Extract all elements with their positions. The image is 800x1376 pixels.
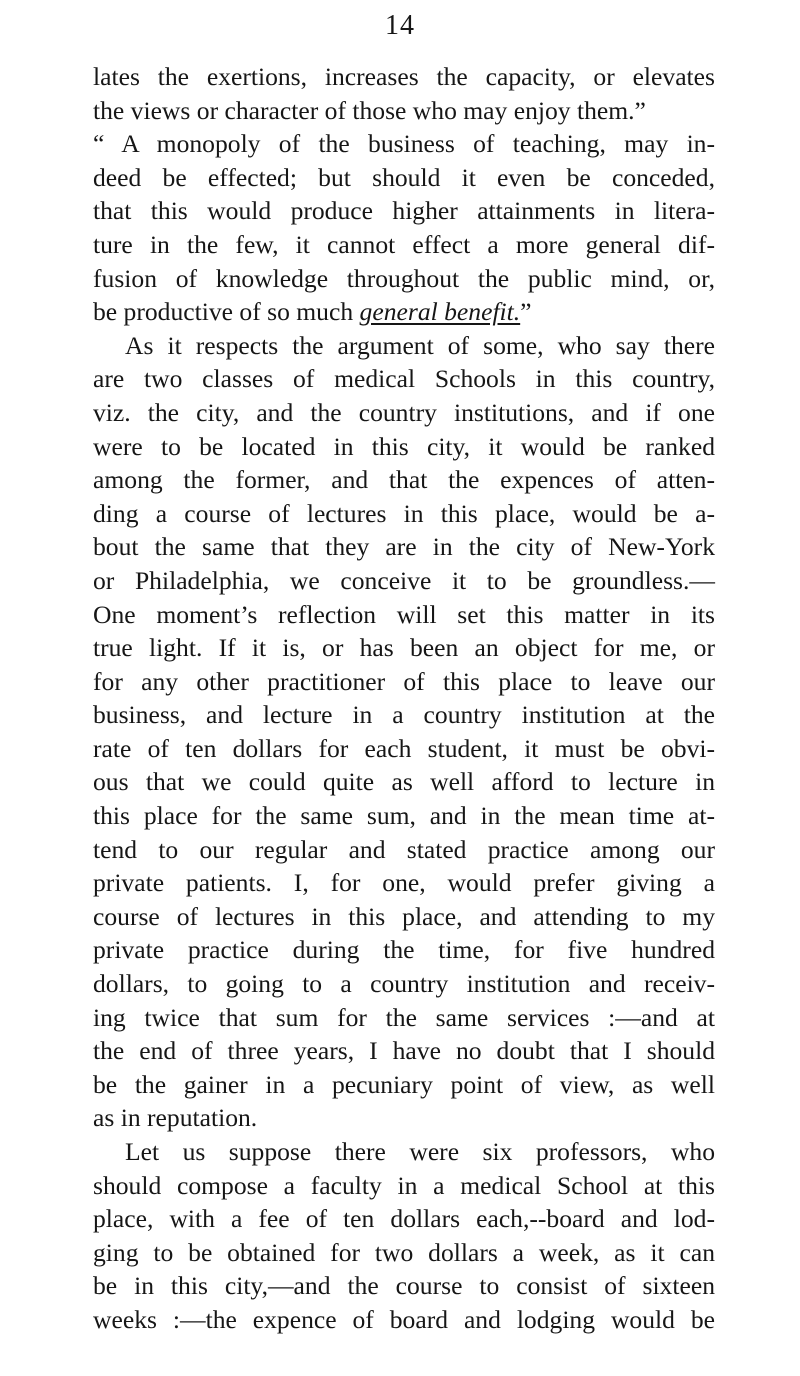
- text-line-content: ture in the few, it cannot effect a more general dif-: [93, 229, 715, 259]
- text-line: [93, 127, 715, 161]
- text-line: [93, 161, 715, 195]
- text-line: [93, 396, 715, 430]
- text-line-content: One moment’s reflection will set this matter in its: [93, 599, 715, 629]
- text-line-content: deed be effected; but should it even be conceded,: [93, 162, 715, 192]
- text-line-content: weeks :—the expence of board and lodging would be: [93, 1304, 715, 1334]
- text-line: [93, 732, 715, 766]
- text-line-content: as in reputation.: [93, 1103, 258, 1133]
- text-line: [93, 1269, 715, 1303]
- text-line-content: bout the same that they are in the city of New-York: [93, 532, 715, 562]
- text-line: [93, 530, 715, 564]
- text-line-content: were to be located in this city, it would be ranked: [93, 431, 715, 461]
- text-line: [93, 228, 715, 262]
- text-line: [93, 1135, 715, 1169]
- text-line: [93, 1068, 715, 1102]
- text-line: [93, 799, 715, 833]
- text-line-content: the views or character of those who may enjoy them.”: [93, 95, 646, 125]
- text-line: [93, 430, 715, 464]
- text-line: [93, 933, 715, 967]
- text-line: [93, 262, 715, 296]
- text-line: [93, 1236, 715, 1270]
- text-line-content: ding a course of lectures in this place, would be a-: [93, 498, 715, 528]
- text-line-content: this place for the same sum, and in the mean time at-: [93, 801, 715, 831]
- text-line: [93, 194, 715, 228]
- text-line-content: business, and lecture in a country institution at the: [93, 700, 715, 730]
- text-line-content: should compose a faculty in a medical School at this: [93, 1170, 715, 1200]
- text-line-content: true light. If it is, or has been an object for me, or: [93, 633, 715, 663]
- text-line-content: place, with a fee of ten dollars each,--board and lod-: [93, 1204, 715, 1234]
- text-line-content: are two classes of medical Schools in this country,: [93, 364, 715, 394]
- text-line: [93, 1169, 715, 1203]
- text-line-content: fusion of knowledge throughout the public mind, or,: [93, 263, 715, 293]
- text-line-content: lates the exertions, increases the capacity, or elevates: [93, 62, 715, 91]
- emphasized-phrase: general benefit.: [359, 297, 521, 327]
- text-line-content: private patients. I, for one, would prefer giving a: [93, 868, 715, 898]
- text-line-content: Let us suppose there were six professors, who: [125, 1137, 715, 1166]
- text-line: [93, 564, 715, 598]
- text-line-content: ging to be obtained for two dollars a week, as it can: [93, 1237, 715, 1267]
- text-line: [93, 833, 715, 867]
- text-line-content: among the former, and that the expences of atten-: [93, 465, 715, 495]
- text-line: [93, 765, 715, 799]
- text-line-content: be productive of so much: [93, 297, 360, 327]
- text-line-content: ous that we could quite as well afford to lecture in: [93, 767, 715, 797]
- text-line: [93, 1034, 715, 1068]
- text-line: [93, 1101, 715, 1135]
- page-text: [93, 60, 715, 1337]
- text-line: [93, 295, 715, 329]
- text-line: [93, 497, 715, 531]
- text-line-content: be the gainer in a pecuniary point of view, as well: [93, 1069, 715, 1099]
- text-line-content: the end of three years, I have no doubt that I should: [93, 1036, 715, 1066]
- text-line: [93, 329, 715, 363]
- text-line-content: “ A monopoly of the business of teaching, may in-: [93, 129, 715, 159]
- text-line: [93, 967, 715, 1001]
- closing-quote: ”: [520, 297, 532, 327]
- text-line-content: tend to our regular and stated practice among our: [93, 834, 715, 864]
- text-line-content: As it respects the argument of some, who say there: [125, 330, 715, 360]
- text-line-content: course of lectures in this place, and attending to my: [93, 901, 715, 931]
- text-line: [93, 94, 715, 128]
- text-line: [93, 665, 715, 699]
- text-line: [93, 362, 715, 396]
- text-line-content: rate of ten dollars for each student, it must be obvi-: [93, 733, 715, 763]
- text-line-content: ing twice that sum for the same services :—and at: [93, 1002, 715, 1032]
- text-line: [93, 60, 715, 94]
- text-line-content: dollars, to going to a country institution and receiv-: [93, 969, 715, 999]
- page-number: 14: [385, 10, 415, 41]
- text-line: [93, 1001, 715, 1035]
- text-line-content: be in this city,—and the course to consist of sixteen: [93, 1271, 715, 1301]
- text-line-content: viz. the city, and the country institutions, and if one: [93, 397, 715, 427]
- text-line: [93, 698, 715, 732]
- text-line: [93, 463, 715, 497]
- text-line-content: that this would produce higher attainments in litera-: [93, 196, 715, 226]
- text-line: [93, 631, 715, 665]
- text-line: [93, 1303, 715, 1337]
- text-line-content: private practice during the time, for five hundred: [93, 935, 715, 965]
- text-line: [93, 866, 715, 900]
- text-line: [93, 598, 715, 632]
- text-line-content: for any other practitioner of this place to leave our: [93, 666, 715, 696]
- text-line-content: or Philadelphia, we conceive it to be groundless.—: [93, 565, 715, 595]
- text-line: [93, 900, 715, 934]
- text-line: [93, 1202, 715, 1236]
